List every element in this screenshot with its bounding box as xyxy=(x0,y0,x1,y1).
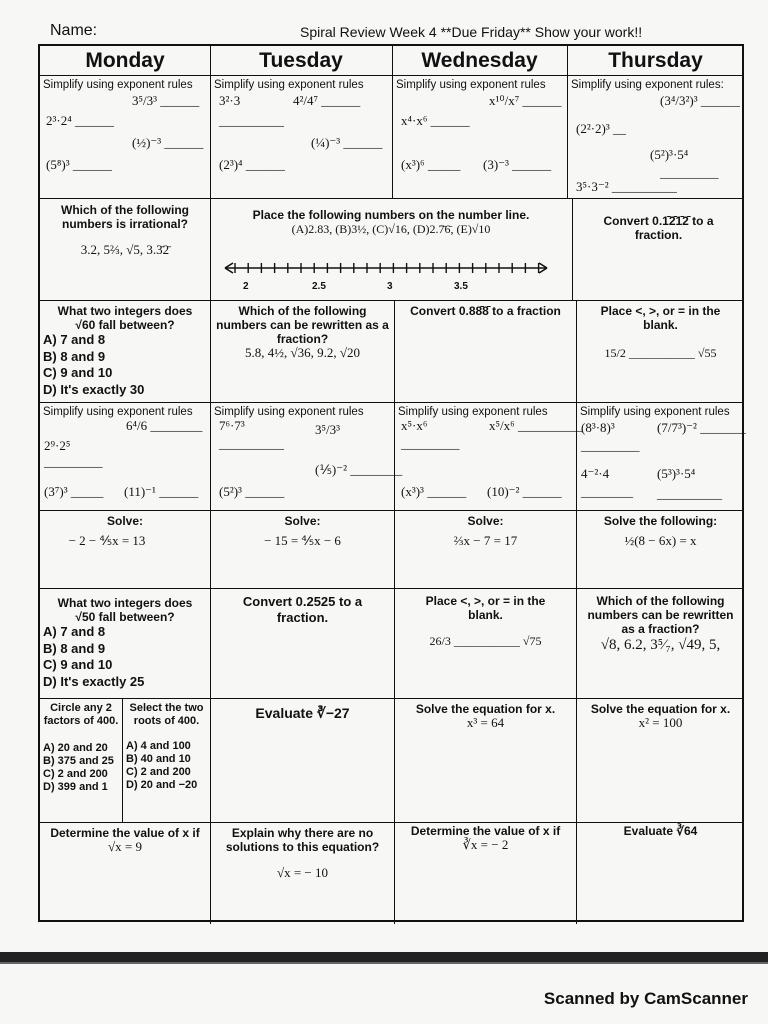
option: C) 2 and 200 xyxy=(43,768,108,780)
mon-root-value-cell xyxy=(40,824,210,922)
answer-blank: __________ xyxy=(657,486,722,501)
day-header-tuesday: Tuesday xyxy=(259,49,343,72)
question: Determine the value of x if xyxy=(410,824,561,838)
answer-blank: _________ xyxy=(401,436,460,451)
option: D) 399 and 1 xyxy=(43,781,108,793)
tue-exponent-cell-2 xyxy=(211,403,403,510)
comparison: 26/3 ___________ √75 xyxy=(429,634,542,648)
cell-title: Simplify using exponent rules xyxy=(398,406,548,418)
question: Which of the following numbers is irrational? xyxy=(61,203,189,231)
cell-title: Simplify using exponent rules xyxy=(214,79,364,91)
expr: (5³)³·5⁴ xyxy=(657,466,696,481)
expr: (x³)⁶ _____ xyxy=(401,157,461,172)
cell-title: Simplify using exponent rules xyxy=(43,79,193,91)
expr: (¼)⁻³ ______ xyxy=(311,135,383,150)
expr: x⁵·x⁶ xyxy=(401,418,428,433)
expr: (3⁴/3²)³ ______ xyxy=(660,93,740,108)
expr: 7⁶·7³ xyxy=(219,418,245,433)
expr: 2⁹·2⁵ xyxy=(44,438,71,453)
answer-blank: _________ xyxy=(660,165,719,180)
expr: (11)⁻¹ ______ xyxy=(124,484,199,499)
expr: (x³)³ ______ xyxy=(401,484,467,499)
expr: (5²)³·5⁴ xyxy=(650,147,689,162)
expr: (5⁸)³ ______ xyxy=(46,157,112,172)
day-header-thursday: Thursday xyxy=(608,49,703,72)
cell-title: Solve: xyxy=(467,514,504,528)
tick-label: 3.5 xyxy=(454,281,468,292)
equation: ∛x = − 2 xyxy=(462,837,509,852)
wed-root-value-cell xyxy=(395,822,576,920)
comparison: 15/2 ___________ √55 xyxy=(604,346,717,360)
name-label: Name: xyxy=(50,22,98,39)
option: B) 40 and 10 xyxy=(126,753,191,765)
question: Place <, >, or = in the blank. xyxy=(425,594,546,622)
option: C) 9 and 10 xyxy=(43,657,113,672)
mon-factors-cell xyxy=(40,700,122,822)
expr: (10)⁻² ______ xyxy=(487,484,562,499)
expr: 2³·2⁴ ______ xyxy=(46,113,115,128)
wed-compare-cell xyxy=(395,592,576,696)
question: Select the two roots of 400. xyxy=(129,702,204,727)
cell-title: Simplify using exponent rules xyxy=(214,406,364,418)
thu-solve-cell xyxy=(577,512,744,588)
cell-title: Solve the following: xyxy=(603,514,718,528)
tue-solve-cell xyxy=(211,512,394,588)
expr: x⁵/x⁶ __________ xyxy=(489,418,583,433)
expr: 3⁵·3⁻² __________ xyxy=(576,179,677,194)
wed-exponent-cell-2 xyxy=(395,403,583,510)
worksheet-grid xyxy=(38,44,744,922)
question: Convert 0.2525 to a fraction. xyxy=(242,594,363,625)
option: D) 20 and −20 xyxy=(126,779,198,791)
question: Explain why there are no solutions to this equation? xyxy=(225,826,380,854)
expr: x¹⁰/x⁷ ______ xyxy=(489,93,562,108)
grid-line xyxy=(40,510,742,511)
thu-compare-cell xyxy=(577,302,744,402)
expr: 6⁴/6 ________ xyxy=(126,418,203,433)
expr: (⅕)⁻² ________ xyxy=(315,462,403,477)
answer-blank: __________ xyxy=(219,113,284,128)
question: Determine the value of x if xyxy=(50,826,200,840)
wed-solve-cell xyxy=(395,512,576,588)
question: Solve the equation for x. xyxy=(415,702,556,716)
thu-convert-cell xyxy=(573,214,744,294)
equation: − 15 = ⅘x − 6 xyxy=(264,533,341,548)
equation: √x = 9 xyxy=(108,839,142,854)
option: D) It's exactly 30 xyxy=(43,381,145,397)
tue-convert-cell xyxy=(211,594,394,698)
expr: x⁴·x⁶ ______ xyxy=(401,113,470,128)
expr: (2²·2)³ __ xyxy=(576,121,627,136)
number-list: (A)2.83, (B)3½, (C)√16, (D)2.7̄6̄, (E)√10 xyxy=(291,222,491,236)
option: B) 375 and 25 xyxy=(43,755,114,767)
mon-exponent-cell-2 xyxy=(40,403,210,510)
worksheet-title: Spiral Review Week 4 **Due Friday** Show your work!! xyxy=(300,24,643,40)
mon-irrational-cell xyxy=(40,201,210,299)
question: What two integers does √50 fall between? xyxy=(57,596,193,624)
question: Evaluate ∛−27 xyxy=(255,705,350,721)
cell-title: Simplify using exponent rules xyxy=(43,406,193,418)
scan-edge-shadow xyxy=(0,952,768,962)
equation: ⅔x − 7 = 17 xyxy=(453,533,518,548)
grid-line xyxy=(40,588,742,589)
expr: (7/7³)⁻² _______ xyxy=(657,420,746,435)
question: Circle any 2 factors of 400. xyxy=(43,702,119,727)
mon-solve-cell xyxy=(40,512,210,588)
thu-fraction-cell xyxy=(577,592,744,696)
question: Convert 0.88̄8̄ to a fraction xyxy=(410,304,561,318)
tick-label: 2 xyxy=(243,281,249,292)
expr: 3⁵/3³ xyxy=(315,422,341,437)
option: A) 7 and 8 xyxy=(43,332,106,347)
thu-equation-cell xyxy=(577,700,744,822)
tick-label: 3 xyxy=(387,281,393,292)
scan-edge-shadow xyxy=(0,962,768,964)
expr: (5²)³ ______ xyxy=(219,484,285,499)
question: Place the following numbers on the number line. xyxy=(252,208,530,222)
day-header-monday: Monday xyxy=(85,49,165,72)
option: C) 2 and 200 xyxy=(126,766,191,778)
option: A) 7 and 8 xyxy=(43,624,106,639)
question: Place <, >, or = in the blank. xyxy=(600,304,721,332)
wed-convert-cell xyxy=(395,302,576,402)
wed-equation-cell xyxy=(395,700,576,822)
question: What two integers does √60 fall between? xyxy=(57,304,193,332)
mon-roots-cell xyxy=(123,700,210,822)
thu-exponent-cell xyxy=(568,76,744,198)
number-list: 3.2, 5⅔, √5, 3.3̄2̄ xyxy=(80,242,170,257)
option: B) 8 and 9 xyxy=(43,348,106,364)
expr: (3⁷)³ _____ xyxy=(44,484,104,499)
expr: (8³·8)³ xyxy=(581,420,615,435)
question: Evaluate ∛64 xyxy=(623,824,698,838)
question: Which of the following numbers can be rewritten as a fraction? xyxy=(216,304,389,346)
grid-line xyxy=(40,698,742,699)
cell-title: Solve: xyxy=(284,514,321,528)
tue-explain-cell xyxy=(211,824,394,922)
number-list: √8, 6.2, 3⁵⁄₇, √49, 5, xyxy=(600,637,721,653)
mon-integers-cell-2 xyxy=(40,594,210,698)
mon-exponent-cell xyxy=(40,76,210,198)
tick-label: 2.5 xyxy=(312,281,326,292)
option: C) 9 and 10 xyxy=(43,365,113,380)
cell-title: Simplify using exponent rules xyxy=(580,406,730,418)
grid-line xyxy=(40,198,742,199)
expr: 4⁻²·4 xyxy=(581,466,610,481)
expr: (½)⁻³ ______ xyxy=(132,135,204,150)
question: Solve the equation for x. xyxy=(590,702,731,716)
equation: x² = 100 xyxy=(638,715,683,730)
answer-blank: _________ xyxy=(581,438,640,453)
equation: − 2 − ⅘x = 13 xyxy=(68,533,146,548)
answer-blank: __________ xyxy=(219,436,284,451)
cell-title: Simplify using exponent rules: xyxy=(571,79,724,91)
day-header-wednesday: Wednesday xyxy=(421,49,538,72)
mon-integers-cell xyxy=(40,302,210,402)
option: B) 8 and 9 xyxy=(43,640,106,656)
equation: √x = − 10 xyxy=(276,865,329,880)
expr: (2³)⁴ ______ xyxy=(219,157,285,172)
grid-line xyxy=(40,300,742,301)
tue-exponent-cell xyxy=(211,76,392,198)
thu-evaluate-cell xyxy=(577,822,744,920)
equation: ½(8 − 6x) = x xyxy=(624,533,697,548)
cell-title: Simplify using exponent rules xyxy=(396,79,546,91)
thu-exponent-cell-2 xyxy=(577,403,744,510)
answer-blank: _________ xyxy=(44,454,103,469)
equation: x³ = 64 xyxy=(466,715,505,730)
expr: (3)⁻³ ______ xyxy=(483,157,552,172)
question: Which of the following numbers can be rewritten as a fraction? xyxy=(587,594,734,636)
tue-fraction-cell xyxy=(211,302,394,402)
scanner-watermark: Scanned by CamScanner xyxy=(543,989,748,1008)
answer-blank: ________ xyxy=(581,484,633,499)
expr: 3⁵/3³ ______ xyxy=(132,93,200,108)
cell-title: Solve: xyxy=(106,514,143,528)
question: Convert 0.1̄2̄1̄2̄ to a fraction. xyxy=(603,214,714,242)
tue-evaluate-cell xyxy=(211,704,394,822)
number-list: 5.8, 4½, √36, 9.2, √20 xyxy=(244,345,361,360)
option: A) 4 and 100 xyxy=(126,740,191,752)
wed-exponent-cell xyxy=(393,76,567,198)
option: A) 20 and 20 xyxy=(43,742,108,754)
expr: 3²·3 xyxy=(219,93,241,108)
expr: 4²/4⁷ ______ xyxy=(293,93,361,108)
option: D) It's exactly 25 xyxy=(43,673,145,689)
number-line-cell xyxy=(211,206,571,298)
